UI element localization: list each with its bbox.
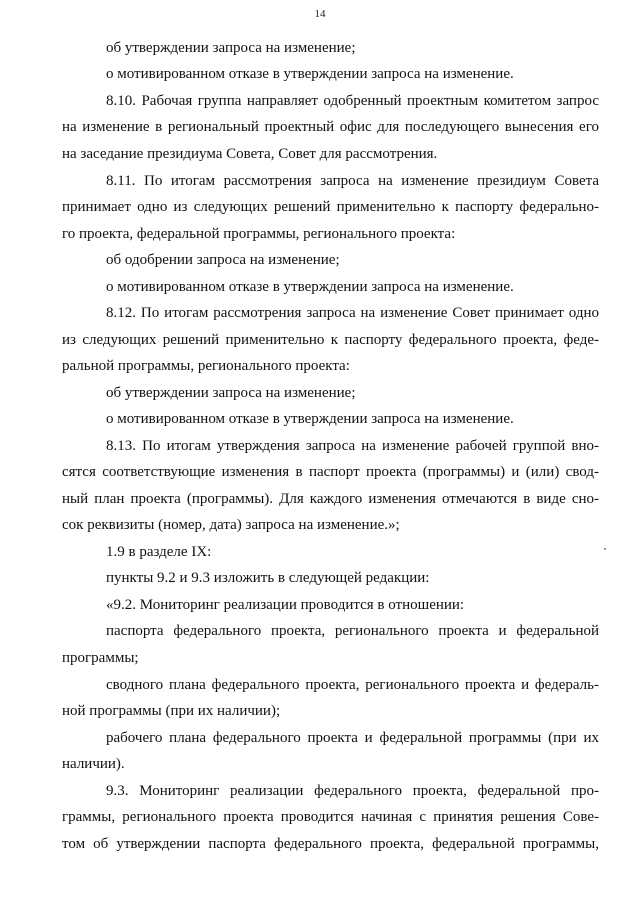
page-number: 14 [314, 8, 326, 20]
text-line: 9.3. Мониторинг реализации федерального проекта, федеральной про- [106, 783, 599, 799]
text-line: на изменение в региональный проектный офис для последующего вынесения его [62, 119, 599, 135]
text-line: го проекта, федеральной программы, регионального проекта: [62, 226, 456, 242]
text-line: том об утверждении паспорта федерального проекта, федеральной программы, [62, 836, 599, 852]
margin-speck [604, 548, 606, 550]
text-line: пункты 9.2 и 9.3 изложить в следующей редакции: [106, 570, 430, 586]
text-line: об утверждении запроса на изменение; [106, 385, 356, 401]
text-line: из следующих решений применительно к паспорту федерального проекта, феде- [62, 332, 599, 348]
text-line: ной программы (при их наличии); [62, 703, 281, 719]
text-line: на заседание президиума Совета, Совет для рассмотрения. [62, 146, 438, 162]
text-line: 8.12. По итогам рассмотрения запроса на изменение Совет принимает одно [106, 305, 599, 321]
text-line: о мотивированном отказе в утверждении запроса на изменение. [106, 279, 514, 295]
text-line: о мотивированном отказе в утверждении запроса на изменение. [106, 66, 514, 82]
text-line: граммы, регионального проекта проводится начиная с принятия решения Сове- [62, 809, 599, 825]
text-line: 8.10. Рабочая группа направляет одобренный проектным комитетом запрос [106, 93, 599, 109]
text-line: 1.9 в разделе IX: [106, 544, 212, 560]
text-line: ральной программы, регионального проекта: [62, 358, 350, 374]
text-line: сятся соответствующие изменения в паспорт проекта (программы) и (или) свод- [62, 464, 599, 480]
text-line: наличии). [62, 756, 125, 772]
text-line: о мотивированном отказе в утверждении запроса на изменение. [106, 411, 514, 427]
text-line: принимает одно из следующих решений применительно к паспорту федерально- [62, 199, 599, 215]
text-line: программы; [62, 650, 139, 666]
text-line: сок реквизиты (номер, дата) запроса на изменение.»; [62, 517, 400, 533]
text-line: «9.2. Мониторинг реализации проводится в отношении: [106, 597, 465, 613]
text-line: рабочего плана федерального проекта и федеральной программы (при их [106, 730, 599, 746]
text-line: 8.13. По итогам утверждения запроса на изменение рабочей группой вно- [106, 438, 599, 454]
text-line: 8.11. По итогам рассмотрения запроса на изменение президиум Совета [106, 173, 599, 189]
text-line: ный план проекта (программы). Для каждого изменения отмечаются в виде сно- [62, 491, 599, 507]
text-line: сводного плана федерального проекта, регионального проекта и федераль- [106, 677, 599, 693]
text-line: паспорта федерального проекта, регионального проекта и федеральной [106, 623, 599, 639]
text-line: об одобрении запроса на изменение; [106, 252, 340, 268]
text-line: об утверждении запроса на изменение; [106, 40, 356, 56]
